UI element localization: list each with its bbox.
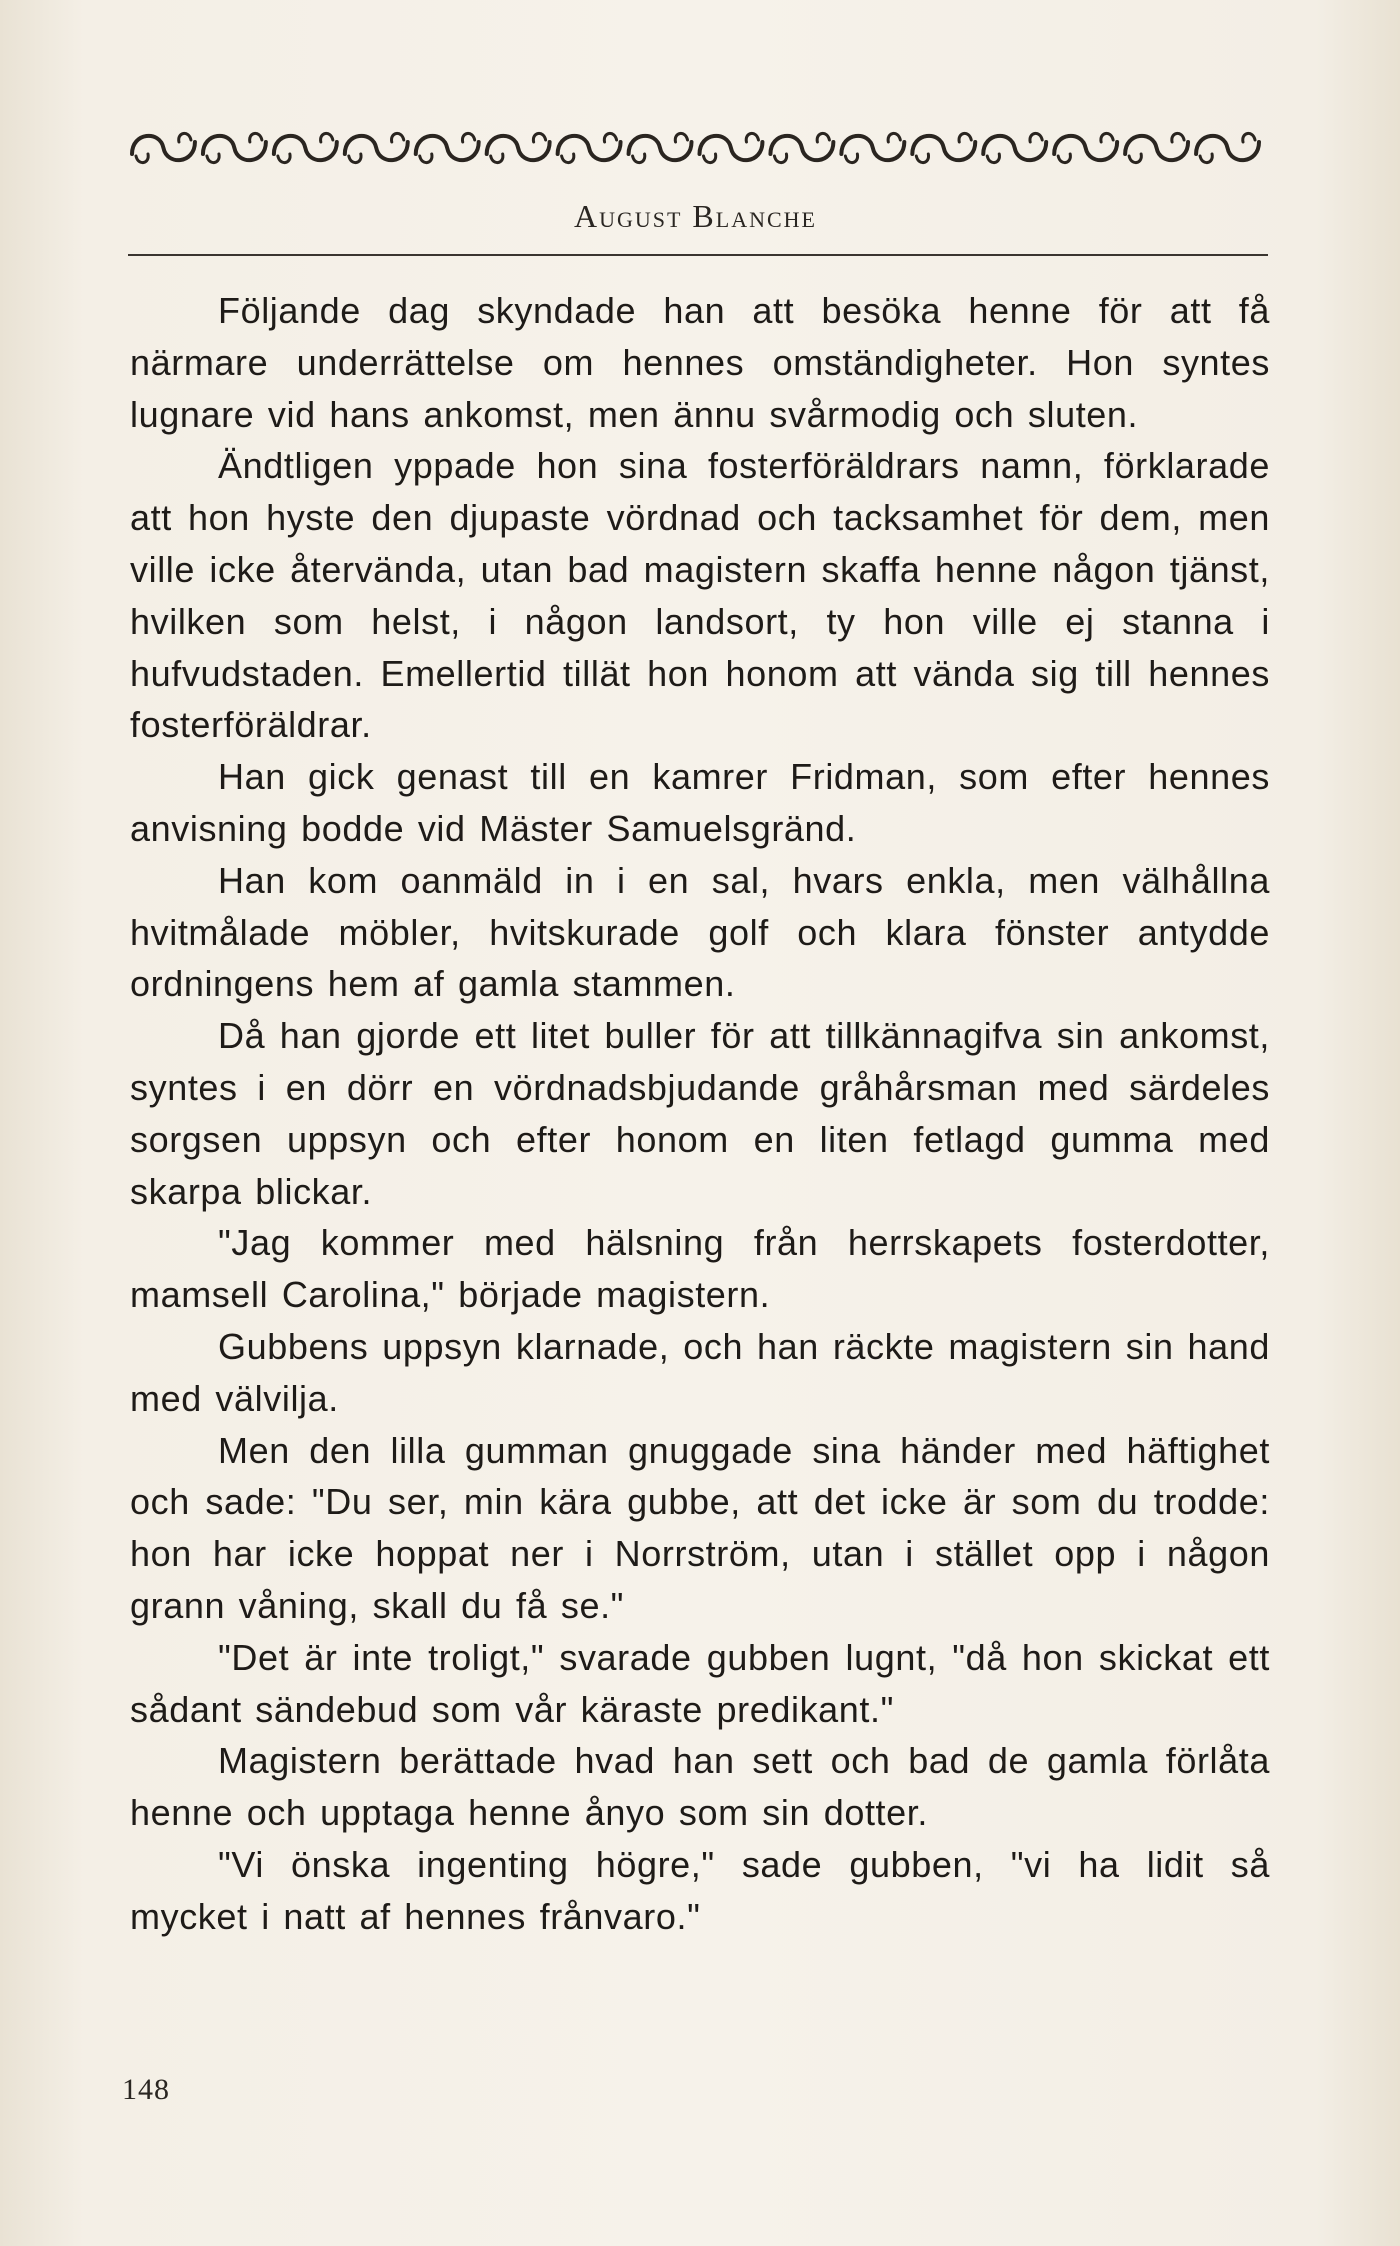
paragraph: "Jag kommer med hälsning från herrskapets fosterdotter, mamsell Carolina," började magistern. [130, 1222, 1270, 1316]
header-rule [128, 254, 1268, 256]
paragraph: Följande dag skyndade han att besöka henne för att få närmare underrättelse om hennes omständigheter. Hon syntes lugnare vid hans ankomst, men ännu svårmodig och sluten. [130, 290, 1270, 435]
paragraph: Magistern berättade hvad han sett och bad de gamla förlåta henne och upptaga henne ånyo som sin dotter. [130, 1740, 1270, 1834]
paragraph: Han gick genast till en kamrer Fridman, som efter hennes anvisning bodde vid Mäster Samuelsgränd. [130, 756, 1270, 849]
ornament-border-icon [128, 118, 1263, 180]
paragraph: Gubbens uppsyn klarnade, och han räckte magistern sin hand med välvilja. [130, 1325, 1270, 1419]
running-head: August Blanche [573, 198, 817, 234]
page-number: 148 [122, 2073, 170, 2106]
paragraph: Ändtligen yppade hon sina fosterföräldrars namn, förklarade att hon hyste den djupaste vördnad och tacksamhet för dem, men ville icke återvända, utan bad magistern skaffa henne någon tjänst, hvilken som helst, i någon landsort, ty hon ville ej stanna i hufvudstaden. Emellertid tillät hon honom att vända sig till hennes fosterföräldrar. [130, 445, 1270, 746]
paragraph: "Vi önska ingenting högre," sade gubben, "vi ha lidit så mycket i natt af hennes frånvaro." [130, 1843, 1270, 1937]
paragraph: Då han gjorde ett litet buller för att tillkännagifva sin ankomst, syntes i en dörr en vördnadsbjudande gråhårsman med särdeles sorgsen uppsyn och efter honom en liten fetlagd gumma med skarpa blickar. [130, 1015, 1270, 1212]
body-text [130, 285, 1270, 1943]
paragraph: Han kom oanmäld in i en sal, hvars enkla, men välhållna hvitmålade möbler, hvitskurade golf och klara fönster antydde ordningens hem af gamla stammen. [130, 859, 1270, 1005]
paragraph: "Det är inte troligt," svarade gubben lugnt, "då hon skickat ett sådant sändebud som vår käraste predikant." [130, 1636, 1270, 1730]
paragraph: Men den lilla gumman gnuggade sina händer med häftighet och sade: "Du ser, min kära gubbe, att det icke är som du trodde: hon har icke hoppat ner i Norrström, utan i stället opp i någon grann våning, skall du få se." [130, 1429, 1270, 1626]
